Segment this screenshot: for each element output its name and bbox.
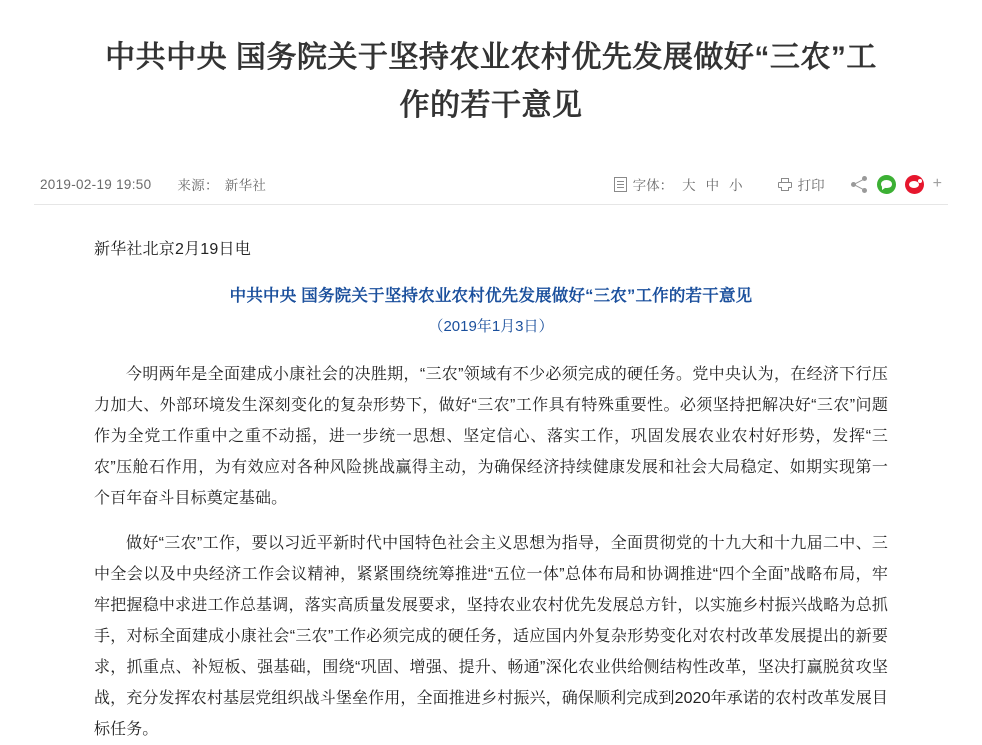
- font-size-medium[interactable]: 中: [705, 178, 720, 193]
- printer-icon: [778, 178, 792, 191]
- publish-datetime: 2019-02-19 19:50: [40, 176, 152, 192]
- print-button[interactable]: [778, 174, 825, 194]
- meta-left-group: [40, 174, 266, 194]
- document-date: （2019年1月3日）: [428, 318, 554, 335]
- paragraph: 今明两年是全面建成小康社会的决胜期，“三农”领域有不少必须完成的硬任务。党中央认为，在经济下行压力加大、外部环境发生深刻变化的复杂形势下，做好“三农”工作具有特殊重要性。必须坚持把解决好“三农”问题作为全党工作重中之重不动摇，进一步统一思想、坚定信心、落实工作，巩固发展农业农村好形势，发挥“三农”压舱石作用，为有效应对各种风险挑战赢得主动，为确保经济持续健康发展和社会大局稳定、如期实现第一个百年奋斗目标奠定基础。: [94, 366, 888, 507]
- source-label: 来源：: [177, 178, 219, 193]
- document-title: 中共中央 国务院关于坚持农业农村优先发展做好“三农”工作的若干意见: [229, 287, 753, 305]
- source-name: 新华社: [224, 178, 267, 193]
- more-share-icon[interactable]: +: [932, 175, 942, 192]
- wechat-share-icon[interactable]: [877, 175, 896, 194]
- meta-right-group: [614, 174, 942, 194]
- paragraph: 做好“三农”工作，要以习近平新时代中国特色社会主义思想为指导，全面贯彻党的十九大和十九届二中、三中全会以及中央经济工作会议精神，紧紧围绕统筹推进“五位一体”总体布局和协调推进“四个全面”战略布局，牢牢把握稳中求进工作总基调，落实高质量发展要求，坚持农业农村优先发展总方针，以实施乡村振兴战略为总抓手，对标全面建成小康社会“三农”工作必须完成的硬任务，适应国内外复杂形势变化对农村改革发展提出的新要求，抓重点、补短板、强基础，围绕“巩固、增强、提升、畅通”深化农业供给侧结构性改革，坚决打赢脱贫攻坚战，充分发挥农村基层党组织战斗堡垒作用，全面推进乡村振兴，确保顺利完成到2020年承诺的农村改革发展目标任务。: [94, 535, 888, 738]
- font-size-control: [614, 174, 748, 194]
- font-size-label: 字体：: [632, 178, 674, 193]
- article-body: [34, 205, 948, 745]
- page-title: 中共中央 国务院关于坚持农业农村优先发展做好“三农”工作的若干意见: [105, 41, 877, 122]
- dateline: 新华社北京2月19日电: [94, 241, 251, 258]
- weibo-share-icon[interactable]: [905, 175, 924, 194]
- document-icon: [614, 177, 627, 192]
- share-group: [851, 175, 942, 194]
- font-size-large[interactable]: 大: [682, 178, 696, 193]
- font-size-small[interactable]: 小: [729, 178, 743, 193]
- article-meta-bar: [34, 164, 948, 205]
- print-label: 打印: [797, 178, 825, 193]
- share-icon[interactable]: [851, 176, 868, 193]
